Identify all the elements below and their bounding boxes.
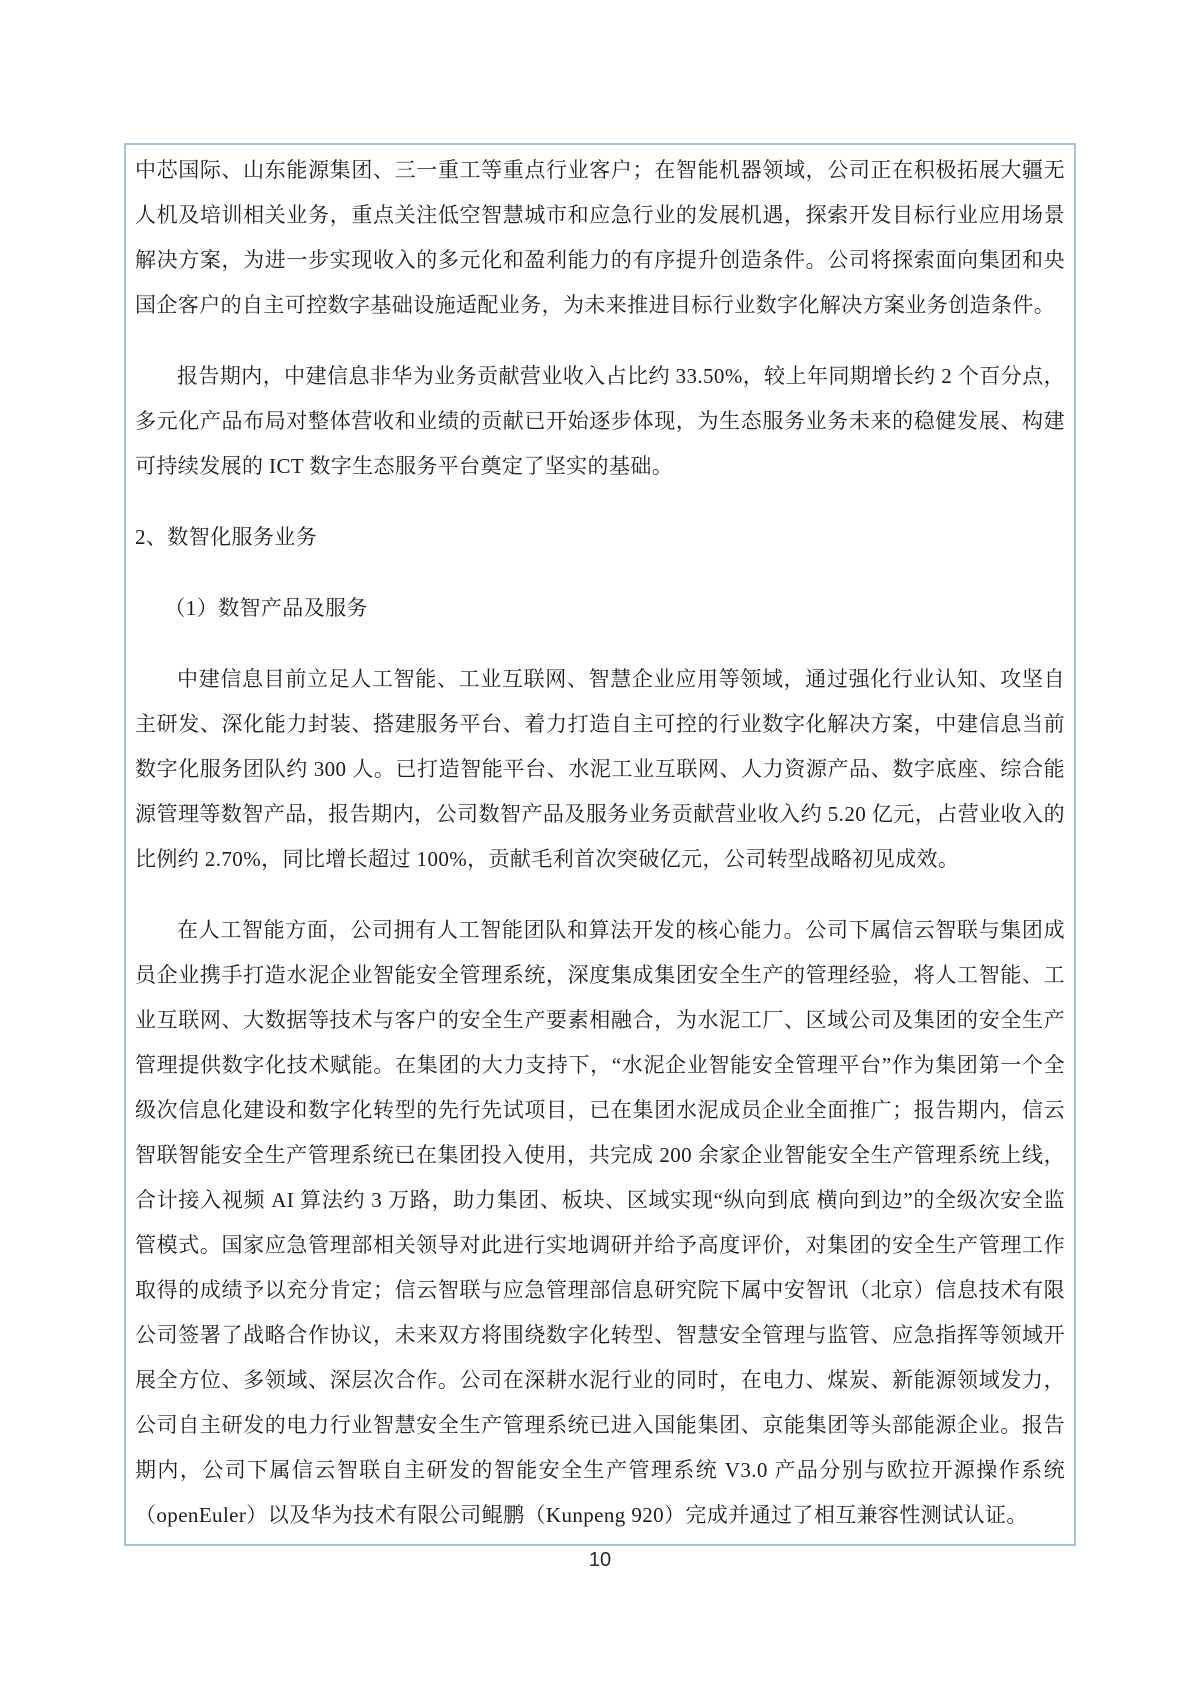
paragraph-non-huawei-revenue: 报告期内，中建信息非华为业务贡献营业收入占比约 33.50%，较上年同期增长约 2 个百分点，多元化产品布局对整体营收和业绩的贡献已开始逐步体现，为生态服务业务未来的稳健发展、构建可持续发展的 ICT 数字生态服务平台奠定了坚实的基础。 — [135, 364, 1065, 478]
section-heading-digital-services: 2、数智化服务业务 — [135, 525, 318, 549]
subsection-heading-digital-products: （1）数智产品及服务 — [164, 596, 368, 620]
content-cell — [124, 143, 1076, 1546]
paragraph-key-customers: 中芯国际、山东能源集团、三一重工等重点行业客户；在智能机器领域，公司正在积极拓展大疆无人机及培训相关业务，重点关注低空智慧城市和应急行业的发展机遇，探索开发目标行业应用场景解决方案，为进一步实现收入的多元化和盈利能力的有序提升创造条件。公司将探索面向集团和央国企客户的自主可控数字基础设施适配业务，为未来推进目标行业数字化解决方案业务创造条件。 — [135, 158, 1065, 317]
paragraph-ai-safety-management: 在人工智能方面，公司拥有人工智能团队和算法开发的核心能力。公司下属信云智联与集团成员企业携手打造水泥企业智能安全管理系统，深度集成集团安全生产的管理经验，将人工智能、工业互联网、大数据等技术与客户的安全生产要素相融合，为水泥工厂、区域公司及集团的安全生产管理提供数字化技术赋能。在集团的大力支持下，“水泥企业智能安全管理平台”作为集团第一个全级次信息化建设和数字化转型的先行先试项目，已在集团水泥成员企业全面推广；报告期内，信云智联智能安全生产管理系统已在集团投入使用，共完成 200 余家企业智能安全生产管理系统上线，合计接入视频 AI 算法约 3 万路，助力集团、板块、区域实现“纵向到底 横向到边”的全级次安全监管模式。国家应急管理部相关领导对此进行实地调研并给予高度评价，对集团的安全生产管理工作取得的成绩予以充分肯定；信云智联与应急管理部信息研究院下属中安智讯（北京）信息技术有限公司签署了战略合作协议，未来双方将围绕数字化转型、智慧安全管理与监管、应急指挥等领域开展全方位、多领域、深层次合作。公司在深耕水泥行业的同时，在电力、煤炭、新能源领域发力，公司自主研发的电力行业智慧安全生产管理系统已进入国能集团、京能集团等头部能源企业。报告期内，公司下属信云智联自主研发的智能安全生产管理系统 V3.0 产品分别与欧拉开源操作系统（openEuler）以及华为技术有限公司鲲鹏（Kunpeng 920）完成并通过了相互兼容性测试认证。 — [135, 918, 1065, 1527]
page-number: 10 — [588, 1549, 612, 1571]
paragraph-digital-products-revenue: 中建信息目前立足人工智能、工业互联网、智慧企业应用等领域，通过强化行业认知、攻坚自主研发、深化能力封装、搭建服务平台、着力打造自主可控的行业数字化解决方案，中建信息当前数字化服务团队约 300 人。已打造智能平台、水泥工业互联网、人力资源产品、数字底座、综合能源管理等数智产品，报告期内，公司数智产品及服务业务贡献营业收入约 5.20 亿元，占营业收入的比例约 2.70%，同比增长超过 100%，贡献毛利首次突破亿元，公司转型战略初见成效。 — [135, 667, 1065, 871]
